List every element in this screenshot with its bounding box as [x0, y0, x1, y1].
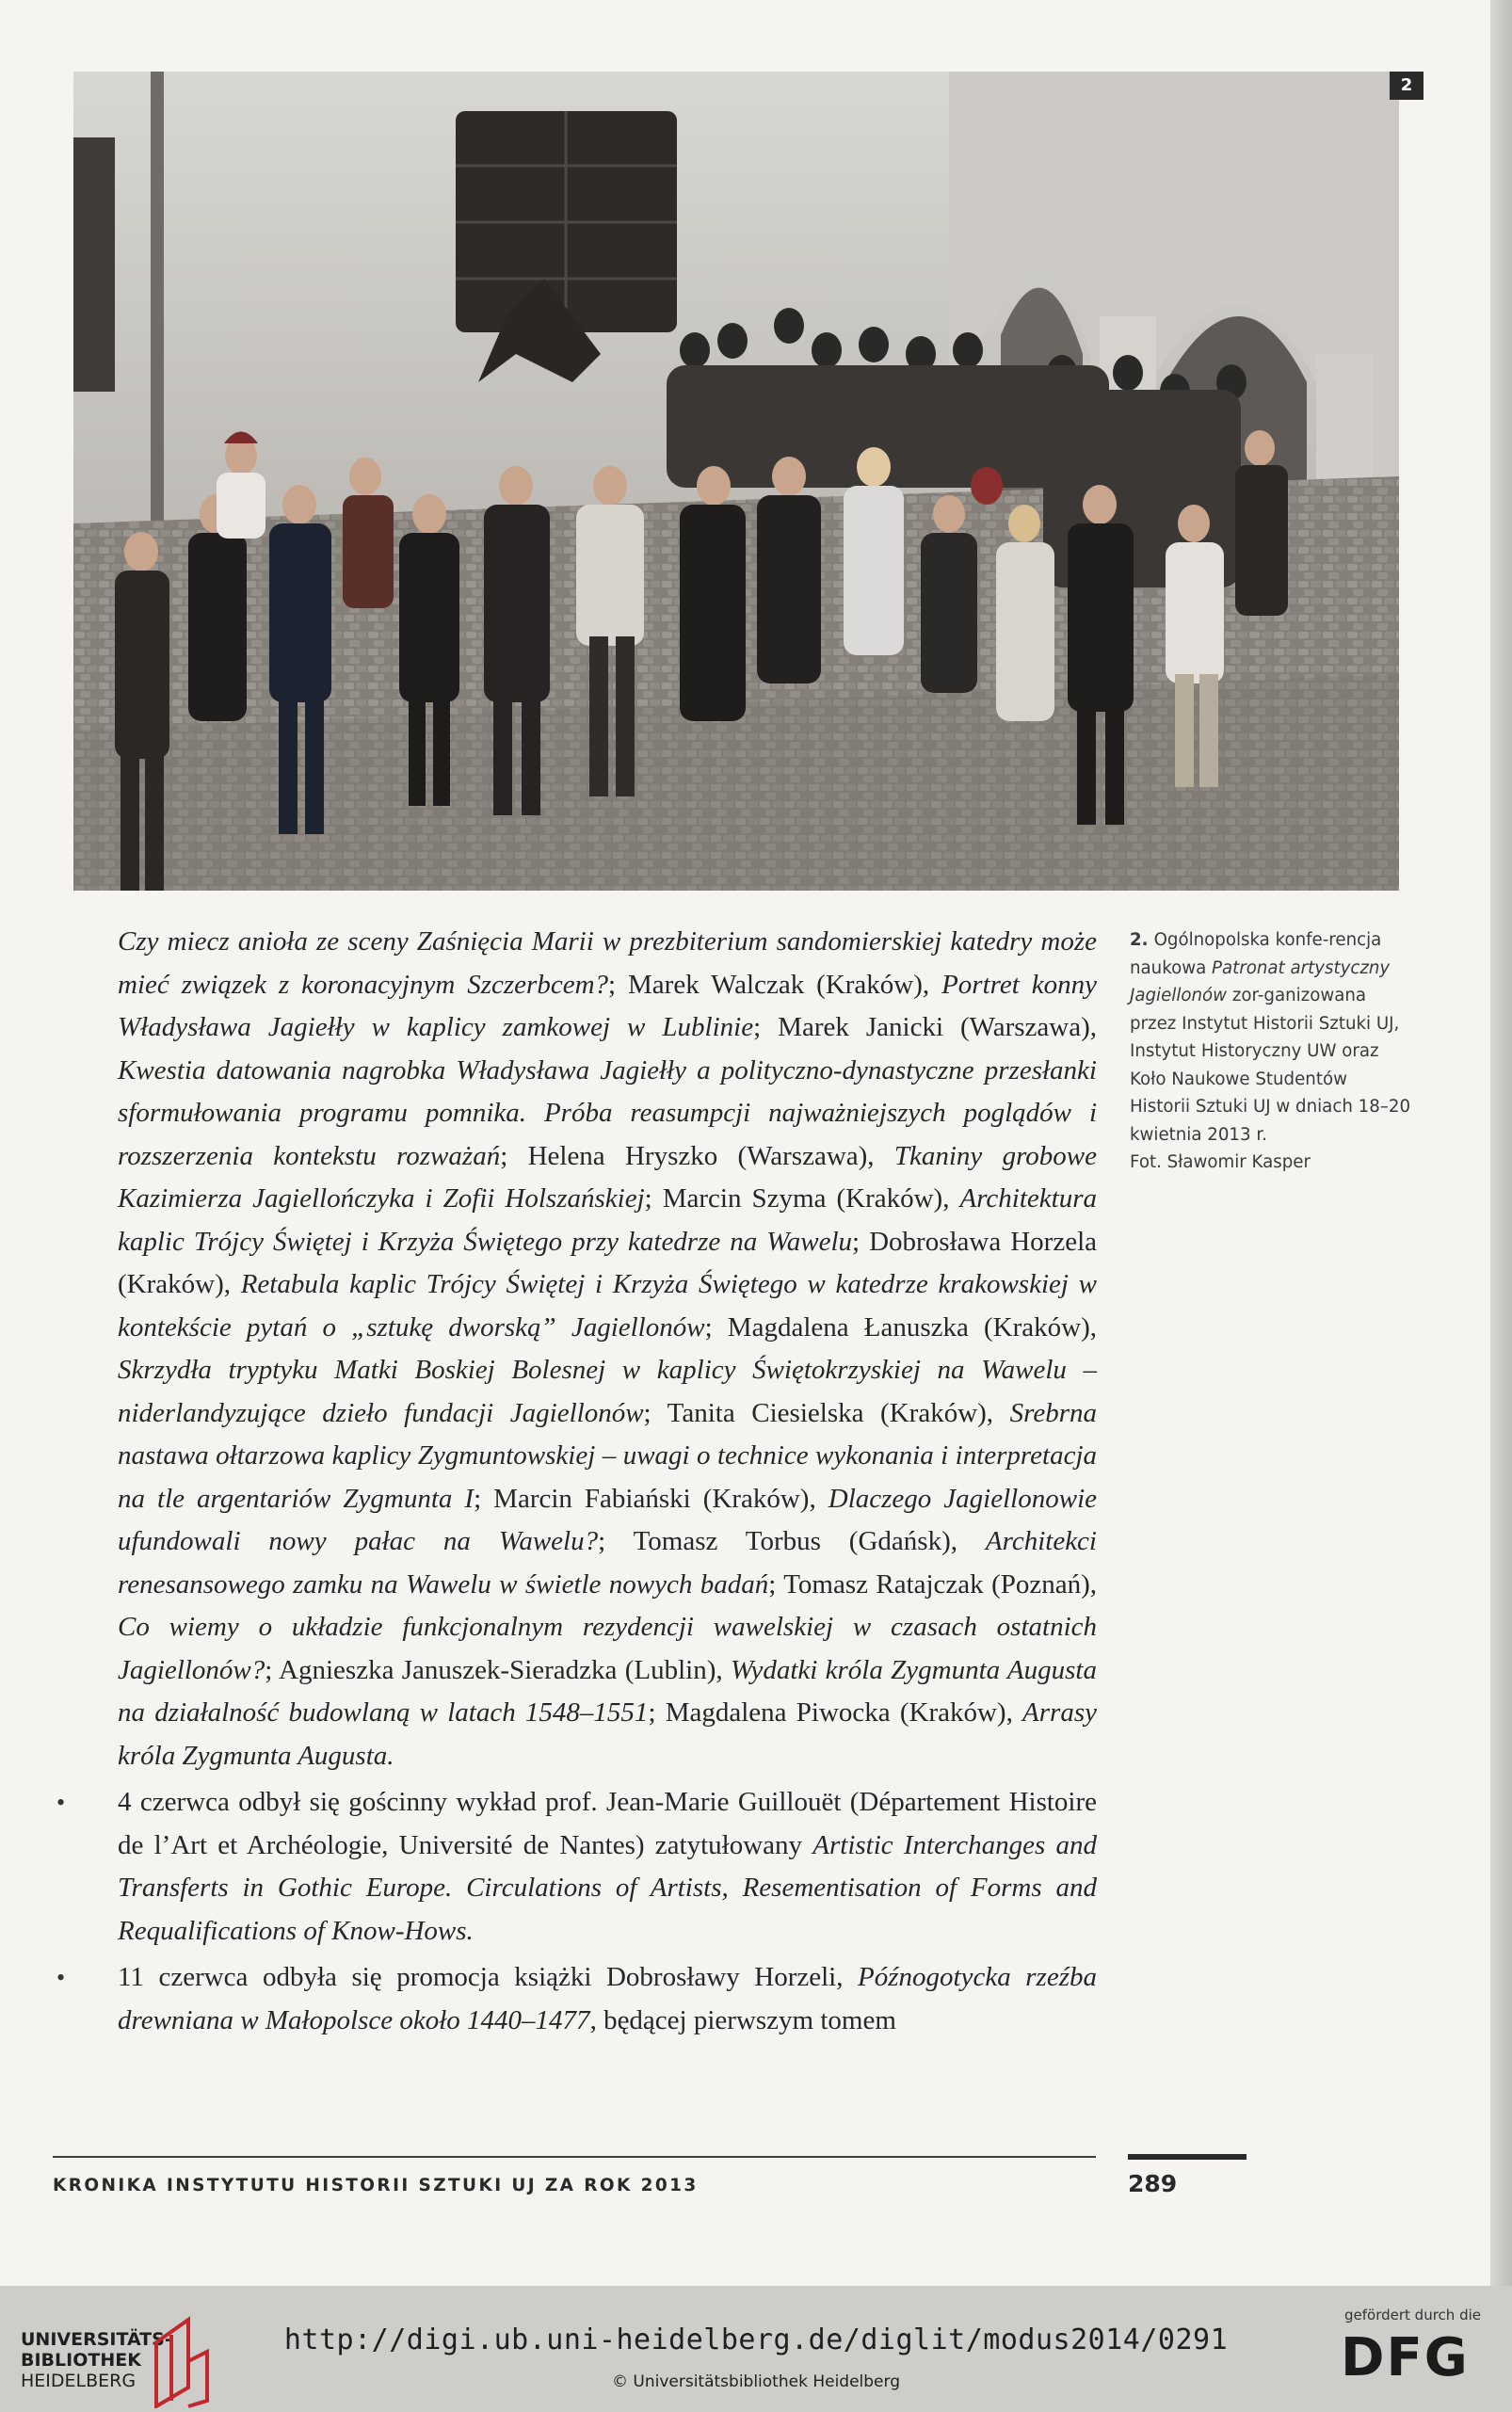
- italic-title-run: Artistic Interchanges and Transferts in Gothic Europe. Circulations of Artists, Resementisation of Forms and Requalifications of Know-Hows.: [118, 1829, 1097, 1946]
- italic-title-run: Skrzydła tryptyku Matki Boskiej Bolesnej w kaplicy Świętokrzyskiej na Wawelu – niderlandyzujące dzieło fundacji Jagiellonów: [118, 1355, 1097, 1428]
- text-run: ; Magdalena Piwocka (Kraków),: [648, 1697, 1023, 1728]
- figure-photo: [73, 72, 1399, 891]
- text-run: ; Marcin Fabiański (Kraków),: [474, 1483, 828, 1514]
- italic-title-run: Srebrna nastawa ołtarzowa kaplicy Zygmuntowskiej – uwagi o technice wykonania i interpretacja na tle argentariów Zygmunta I: [118, 1397, 1097, 1514]
- italic-title-run: Dlaczego Jagiellonowie ufundowali nowy pałac na Wawelu?: [118, 1483, 1097, 1556]
- bullet-list: [118, 1781, 1097, 2042]
- page-number: 289: [1128, 2170, 1178, 2197]
- library-line-3: HEIDELBERG: [21, 2371, 137, 2391]
- body-paragraph: [118, 921, 1097, 1777]
- text-run: ; Marcin Szyma (Kraków),: [644, 1183, 960, 1214]
- text-run: ; Marek Janicki (Warszawa),: [753, 1012, 1098, 1042]
- italic-title-run: Architekci renesansowego zamku na Wawelu w świetle nowych badań: [118, 1526, 1097, 1600]
- italic-title-run: Co wiemy o układzie funkcjonalnym rezydencji wawelskiej w czasach ostatnich Jagiellonów?: [118, 1612, 1097, 1685]
- dfg-logo: DFG: [1341, 2327, 1470, 2388]
- text-run: ; Tanita Ciesielska (Kraków),: [643, 1397, 1010, 1428]
- text-run: , będącej pierwszym tomem: [589, 2004, 896, 2035]
- page-number-rule: [1128, 2154, 1247, 2160]
- group-photo-illustration: [73, 72, 1399, 891]
- italic-title-run: Portret konny Władysława Jagiełły w kaplicy zamkowej w Lublinie: [118, 969, 1097, 1042]
- caption-title: Patronat artystyczny Jagiellonów: [1130, 957, 1391, 1005]
- text-run: ; Agnieszka Januszek-Sieradzka (Lublin),: [265, 1654, 731, 1685]
- copyright-notice: © Universitätsbibliothek Heidelberg: [611, 2372, 900, 2391]
- text-run: ; Helena Hryszko (Warszawa),: [500, 1140, 894, 1171]
- italic-title-run: Architektura kaplic Trójcy Świętej i Krzyża Świętego przy katedrze na Wawelu: [118, 1183, 1097, 1257]
- article-body: [118, 921, 1097, 2042]
- caption-text-b: zor-ganizowana przez Instytut Historii Sztuki UJ, Instytut Historyczny UW oraz Koło Naukowe Studentów Historii Sztuki UJ w dniach 18–20 kwietnia 2013 r.: [1130, 986, 1411, 1145]
- text-run: 4 czerwca odbył się gościnny wykład prof. Jean-Marie Guillouët (Département Histoire de l’Art et Archéologie, Université de Nantes) zatytułowany: [118, 1787, 1097, 1860]
- footer-rule: [53, 2156, 1096, 2158]
- text-run: ; Magdalena Łanuszka (Kraków),: [704, 1311, 1098, 1343]
- list-item: [118, 1956, 1097, 2042]
- italic-title-run: Arrasy króla Zygmunta Augusta.: [118, 1697, 1097, 1771]
- photo-credit: Fot. Sławomir Kasper: [1130, 1152, 1311, 1172]
- running-title: KRONIKA INSTYTUTU HISTORII SZTUKI UJ ZA ROK 2013: [53, 2176, 699, 2195]
- italic-title-run: Czy miecz anioła ze sceny Zaśnięcia Marii w prezbiterium sandomierskiej katedry może mieć związek z koronacyjnym Szczerbcem?: [118, 926, 1097, 1000]
- funding-note: gefördert durch die: [1344, 2307, 1481, 2324]
- italic-title-run: Późnogotycka rzeźba drewniana w Małopolsce około 1440–1477: [118, 1962, 1097, 2035]
- figure-caption: [1130, 926, 1412, 1177]
- digital-library-url[interactable]: http://digi.ub.uni-heidelberg.de/diglit/modus2014/0291: [283, 2324, 1229, 2356]
- italic-title-run: Wydatki króla Zygmunta Augusta na działalność budowlaną w latach 1548–1551: [118, 1654, 1097, 1728]
- text-run: 11 czerwca odbyła się promocja książki Dobrosławy Horzeli,: [118, 1962, 859, 1992]
- italic-title-run: Kwestia datowania nagrobka Władysława Jagiełły a polityczno-dynastyczne przesłanki sformułowania programu pomnika. Próba reasumpcji najważniejszych poglądów i rozszerzenia kontekstu rozważań: [118, 1054, 1097, 1171]
- library-line-2: BIBLIOTHEK: [21, 2350, 141, 2371]
- italic-title-run: Retabula kaplic Trójcy Świętej i Krzyża Świętego w katedrze krakowskiej w kontekście pytań o „sztukę dworską” Jagiellonów: [118, 1269, 1098, 1343]
- library-line-1: UNIVERSITÄTS-: [21, 2329, 172, 2350]
- list-item: [118, 1781, 1097, 1953]
- caption-number: 2.: [1130, 930, 1149, 950]
- text-run: ; Marek Walczak (Kraków),: [608, 969, 942, 1000]
- text-run: ; Tomasz Ratajczak (Poznań),: [768, 1568, 1097, 1600]
- figure-number-badge: 2: [1390, 72, 1424, 100]
- text-run: ; Dobrosława Horzela (Kraków),: [118, 1226, 1097, 1299]
- italic-title-run: Tkaniny grobowe Kazimierza Jagiellończyka i Zofii Holszańskiej: [118, 1140, 1098, 1214]
- text-run: ; Tomasz Torbus (Gdańsk),: [598, 1526, 986, 1556]
- caption-text-a: Ogólnopolska konfe-rencja naukowa: [1130, 930, 1382, 978]
- page-edge: [1490, 0, 1512, 2286]
